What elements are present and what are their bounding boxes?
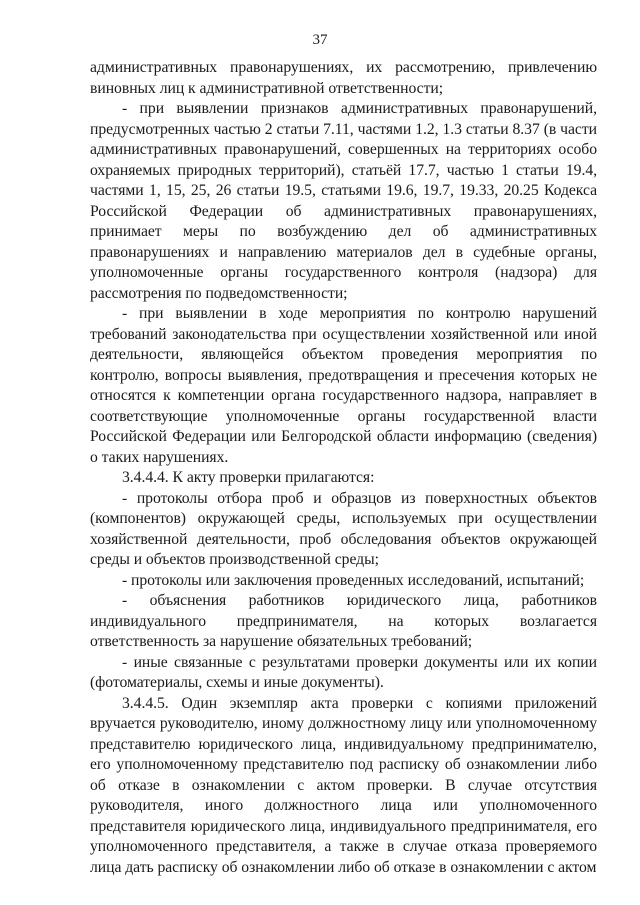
paragraph-list-item: - при выявлении признаков административных правонарушений, предусмотренных частью 2 статьи 7.11, частями 1.2, 1.3 статьи 8.37 (в части административных правонарушений, совершенных на территориях особо охраняемых природных территорий), статьёй 17.7, частью 1 статьи 19.4, частями 1, 15, 25, 26 статьи 19.5, статьями 19.6, 19.7, 19.33, 20.25 Кодекса Российской Федерации об административных правонарушениях, принимает меры по возбуждению дел об административных правонарушениях и направлению материалов дел в судебные органы, уполномоченные органы государственного контроля (надзора) для рассмотрения по подведомственности; xyxy=(90,100,597,302)
paragraph-list-item: - протоколы или заключения проведенных исследований, испытаний; xyxy=(122,571,585,589)
page-number: 37 xyxy=(312,32,328,48)
paragraph-section: 3.4.4.5. Один экземпляр акта проверки с копиями приложений вручается руководителю, иному должностному лицу или уполномоченному представителю юридического лица, индивидуальному предпринимателю, его уполномоченному представителю под расписку об ознакомлении либо об отказе в ознакомлении с актом проверки. В случае отсутствия руководителя, иного должностного лица или уполномоченного представителя юридического лица, индивидуального предпринимателя, его уполномоченного представителя, а также в случае отказа проверяемого лица дать расписку об ознакомлении либо об отказе в ознакомлении с актом xyxy=(90,694,597,876)
paragraph-list-item: - иные связанные с результатами проверки документы или их копии (фотоматериалы, схемы и иные документы). xyxy=(90,653,597,691)
paragraph-continuation: административных правонарушениях, их рассмотрению, привлечению виновных лиц к административной ответственности; xyxy=(90,59,597,97)
paragraph-list-item: - объяснения работников юридического лица, работников индивидуального предпринимателя, на которых возлагается ответственность за нарушение обязательных требований; xyxy=(90,592,597,650)
paragraph-list-item: - протоколы отбора проб и образцов из поверхностных объектов (компонентов) окружающей среды, используемых при осуществлении хозяйственной деятельности, проб обследования объектов окружающей среды и объектов производственной среды; xyxy=(90,489,597,568)
document-body xyxy=(90,58,597,878)
paragraph-section-heading: 3.4.4.4. К акту проверки прилагаются: xyxy=(122,469,375,486)
paragraph-list-item: - при выявлении в ходе мероприятия по контролю нарушений требований законодательства при осуществлении хозяйственной или иной деятельности, являющейся объектом проведения мероприятия по контролю, вопросы выявления, предотвращения и пресечения которых не относятся к компетенции органа государственного надзора, направляет в соответствующие уполномоченные органы государственной власти Российской Федерации или Белгородской области информацию (сведения) о таких нарушениях. xyxy=(90,305,597,466)
